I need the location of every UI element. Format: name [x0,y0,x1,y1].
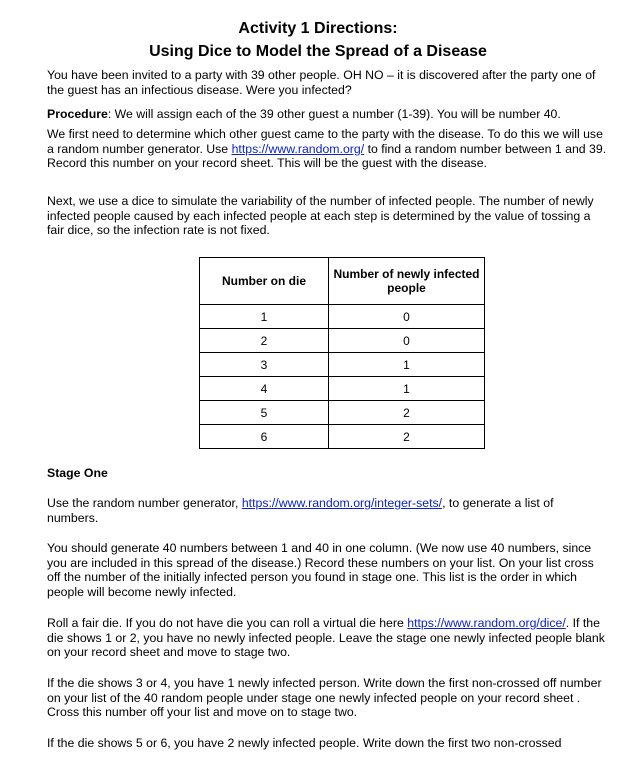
table-row [200,401,485,425]
procedure-label: Procedure [47,107,108,121]
page-subtitle: Using Dice to Model the Spread of a Disease [149,43,487,60]
infected-count-cell: 1 [329,377,485,401]
first-step-after: to find a random number between 1 and 39. Record this number on your record sheet. This will be the guest with the disease. [47,141,607,171]
infected-count-cell: 0 [329,305,485,329]
die-value-cell: 4 [200,377,329,401]
infected-count-cell: 2 [329,425,485,449]
table-header-row [200,258,485,305]
generate-paragraph: You should generate 40 numbers between 1 and 40 in one column. (We now use 40 numbers, since you are included in this spread of the disease.) Record these numbers on your list. On your list cross off the number of the initially infected person you found in stage one. This list is the order in which people will become newly infected. [47,541,594,599]
table-row [200,329,485,353]
next-step-paragraph: Next, we use a dice to simulate the variability of the number of infected people. The number of newly infected people caused by each infected people at each step is determined by the value of tossing a fair dice, so the infection rate is not fixed. [47,194,594,238]
stage-one-heading: Stage One [47,466,108,480]
header-newly-infected: Number of newly infected people [329,258,485,305]
infected-count-cell: 0 [329,329,485,353]
die-value-cell: 5 [200,401,329,425]
procedure-paragraph [47,107,607,122]
header-number-on-die: Number on die [200,258,329,305]
infected-count-cell: 1 [329,353,485,377]
dice-link[interactable]: https://www.random.org/dice/ [407,616,566,630]
use-generator-paragraph [47,496,607,525]
random-org-link[interactable]: https://www.random.org/ [231,141,365,156]
five-six-paragraph: If the die shows 5 or 6, you have 2 newly infected people. Write down the first two non-crossed [47,736,562,750]
roll-die-after: . If the die shows 1 or 2, you have no newly infected people. Leave the stage one newly infected people blank on your record sheet and move to stage two. [47,616,605,660]
infected-count-cell: 2 [329,401,485,425]
table-row [200,425,485,449]
die-value-cell: 6 [200,425,329,449]
die-value-cell: 2 [200,329,329,353]
first-step-before: We first need to determine which other guest came to the party with the disease. To do this we will use a random number generator. Use [47,127,603,156]
three-four-paragraph: If the die shows 3 or 4, you have 1 newly infected person. Write down the first non-crossed off number on your list of the 40 random people under stage one newly infected people on your record sheet . Cross this number off your list and move on to stage two. [47,676,602,720]
procedure-text: : We will assign each of the 39 other guest a number (1-39). You will be number 40. [107,107,561,121]
die-value-cell: 1 [200,305,329,329]
roll-die-before: Roll a fair die. If you do not have die you can roll a virtual die here [47,616,408,630]
use-generator-before: Use the random number generator, [47,496,242,510]
first-step-paragraph [47,127,607,171]
page-title: Activity 1 Directions: [238,20,398,37]
die-infection-table [199,257,485,449]
integer-sets-link[interactable]: https://www.random.org/integer-sets/ [241,496,443,510]
table-row [200,353,485,377]
die-value-cell: 3 [200,353,329,377]
intro-paragraph: You have been invited to a party with 39 other people. OH NO – it is discovered after the party one of the guest has an infectious disease. Were you infected? [47,68,596,97]
table-row [200,305,485,329]
table-row [200,377,485,401]
roll-die-paragraph [47,616,607,660]
use-generator-after: , to generate a list of numbers. [47,496,554,525]
